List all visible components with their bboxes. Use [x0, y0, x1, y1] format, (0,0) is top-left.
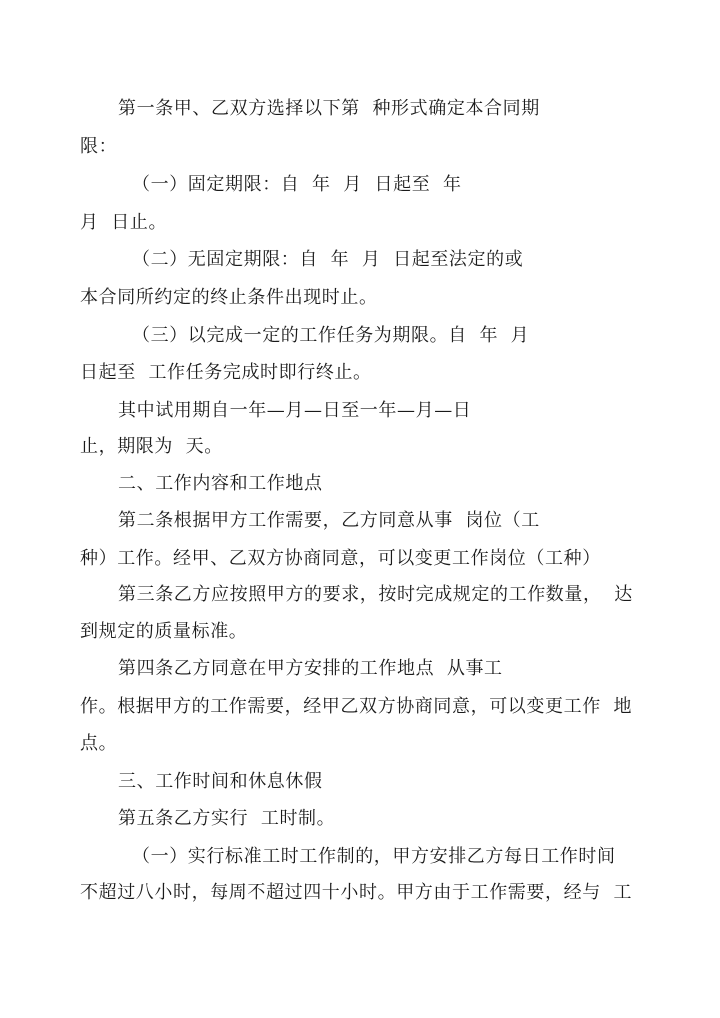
text-line: 第三条乙方应按照甲方的要求，按时完成规定的工作数量， 达 [118, 584, 633, 605]
text-line: 其中试用期自一年—月—日至一年—月—日 [118, 400, 472, 421]
text-line: 作。根据甲方的工作需要，经甲乙双方协商同意，可以变更工作 地 [80, 696, 633, 717]
text-line: （三）以完成一定的工作任务为期限。自 年 月 [132, 325, 530, 346]
text-line: （二）无固定期限：自 年 月 日起至法定的或 [132, 249, 524, 270]
text-line: 第一条甲、乙双方选择以下第 种形式确定本合同期 [118, 98, 540, 119]
text-line: 第四条乙方同意在甲方安排的工作地点 从事工 [118, 658, 503, 679]
text-line: 不超过八小时，每周不超过四十小时。甲方由于工作需要，经与 工 [80, 882, 633, 903]
text-line: 点。 [80, 733, 118, 754]
text-line: 月 日止。 [80, 212, 168, 233]
text-line: 日起至 工作任务完成时即行终止。 [80, 362, 372, 383]
section-heading: 三、工作时间和休息休假 [118, 771, 323, 792]
text-line: 本合同所约定的终止条件出现时止。 [80, 287, 378, 308]
text-line: 止，期限为 天。 [80, 436, 223, 457]
text-line: 限： [80, 136, 118, 157]
text-line: 第五条乙方实行 工时制。 [118, 808, 336, 829]
text-line: 第二条根据甲方工作需要，乙方同意从事 岗位（工 [118, 510, 540, 531]
text-line: （一）实行标准工时工作制的，甲方安排乙方每日工作时间 [132, 846, 616, 867]
section-heading: 二、工作内容和工作地点 [118, 473, 323, 494]
text-line: （一）固定期限：自 年 月 日起至 年 [132, 174, 462, 195]
text-line: 种）工作。经甲、乙双方协商同意，可以变更工作岗位（工种） [80, 548, 601, 569]
text-line: 到规定的质量标准。 [80, 621, 248, 642]
